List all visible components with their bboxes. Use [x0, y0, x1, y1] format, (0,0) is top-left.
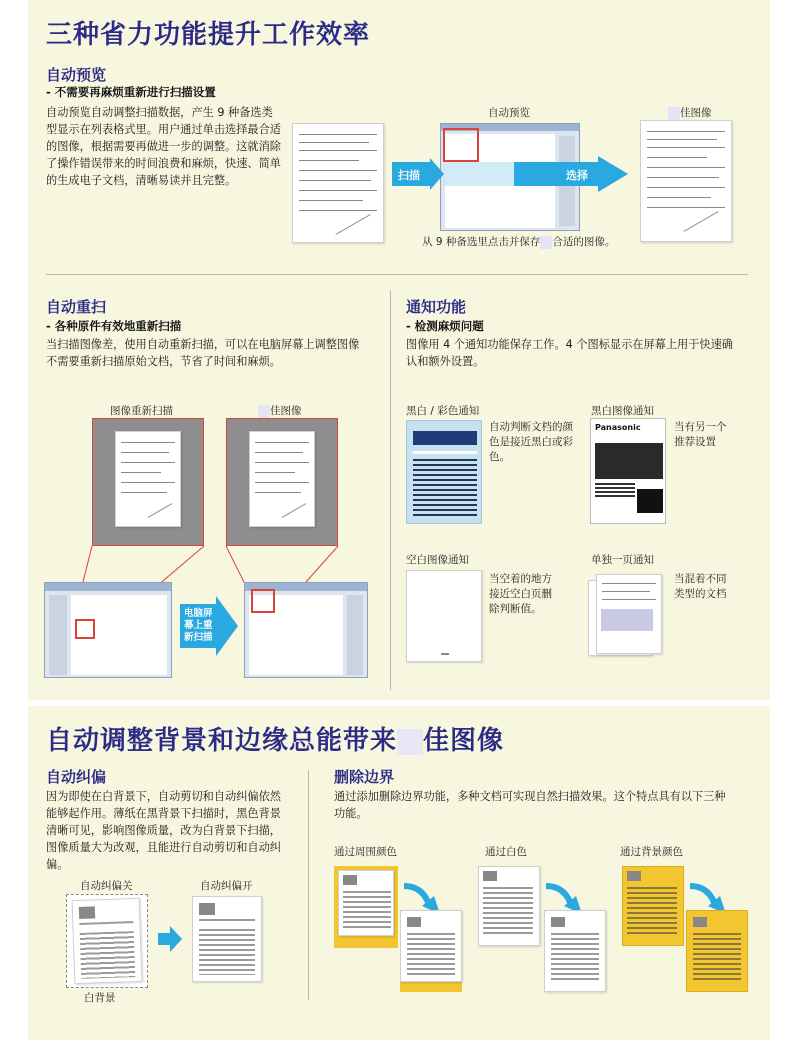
deskewed-document — [192, 896, 262, 982]
notify-body: 图像用 4 个通知功能保存工作。4 个图标显示在屏幕上用于快速确认和额外设置。 — [406, 338, 733, 368]
notify-item-single-desc: 当混着不同类型的文档 — [674, 573, 727, 600]
best-image-label: 佳图像 — [668, 105, 712, 120]
best-document — [640, 120, 732, 242]
column-divider — [390, 290, 391, 690]
deskew-on-label: 自动纠偏开 — [200, 880, 253, 892]
notify-item-blank-label: 空白图像通知 — [406, 554, 469, 566]
rescan-best-label: 佳图像 — [258, 403, 302, 418]
white-bg-label: 白背景 — [84, 992, 116, 1004]
doc-bg-color-after — [686, 910, 748, 992]
select-label: 选择 — [566, 169, 588, 182]
doc-yellow-border-after — [400, 910, 462, 992]
deskew-off-label: 自动纠偏关 — [80, 880, 133, 892]
rescan-subheading: - 各种原件有效地重新扫描 — [46, 319, 182, 333]
bottom-column-divider — [308, 770, 309, 1000]
blank-document-thumb — [406, 570, 482, 662]
preview-label: 自动预览 — [488, 107, 530, 119]
notify-item-color-label: 黑白 / 彩色通知 — [406, 405, 480, 417]
deskew-body: 因为即使在白背景下，自动剪切和自动纠偏依然能够起作用。薄纸在黑背景下扫描时，黑色背景清晰可见，影响图像质量，改为白背景下扫描，图像质量大为改观，且能进行自动剪切和自动纠偏。 — [46, 790, 281, 871]
preview-subheading: - 不需要再麻烦重新进行扫描设置 — [46, 85, 216, 99]
doc-white-before — [478, 866, 540, 946]
preview-caption: 从 9 种备选里点击并保存 合适的图像。 — [422, 236, 616, 248]
page-title: 三种省力功能提升工作效率 — [46, 20, 371, 50]
white-background-area — [66, 894, 148, 988]
rescan-body: 当扫描图像差，使用自动重新扫描，可以在电脑屏幕上调整图像不需要重新扫描原始文档，节省了时间和麻烦。 — [46, 338, 360, 368]
scan-select-arrow — [392, 156, 632, 196]
border-label-white: 通过白色 — [485, 846, 527, 858]
doc-yellow-border-before — [334, 866, 398, 948]
preview-body: 自动预览自动调整扫描数据，产生 9 种备选类型显示在列表格式里。用户通过单击选择最合适的图像，根据需要再做进一步的调整。这就消除了操作错误带来的时间浪费和麻烦，快速、简单的生成电子文档，清晰易读并且完整。 — [46, 106, 281, 187]
mixed-doc-front — [596, 574, 662, 654]
deskew-heading: 自动纠偏 — [46, 768, 107, 786]
preview-heading: 自动预览 — [46, 66, 107, 84]
notify-heading: 通知功能 — [406, 298, 467, 316]
rescan-window-before — [44, 582, 172, 678]
rescan-label: 图像重新扫描 — [110, 405, 173, 417]
section-gap — [28, 700, 770, 706]
notify-item-bw-desc: 当有另一个推荐设置 — [674, 421, 727, 448]
border-body: 通过添加删除边界功能，多种文档可实现自然扫描效果。这个特点具有以下三种功能。 — [334, 790, 726, 820]
notify-subheading: - 检测麻烦问题 — [406, 319, 484, 333]
deskew-arrow — [158, 926, 182, 952]
border-label-background: 通过背景颜色 — [620, 846, 683, 858]
rescan-window-after — [244, 582, 368, 678]
highlight-box — [668, 107, 680, 120]
notify-item-bw-label: 黑白图像通知 — [591, 405, 654, 417]
doc-white-after — [544, 910, 606, 992]
rescan-arrow-label: 电脑屏幕上重新扫描 — [184, 608, 213, 643]
bottom-title: 自动调整背景和边缘总能带来 佳图像 — [46, 726, 505, 756]
notify-item-color-desc: 自动判断文档的颜色是接近黑白或彩色。 — [489, 421, 573, 463]
rescan-heading: 自动重扫 — [46, 298, 107, 316]
scanned-document — [292, 123, 384, 243]
border-heading: 删除边界 — [334, 768, 395, 786]
color-document-thumb — [406, 420, 482, 524]
doc-bg-color-before — [622, 866, 684, 946]
border-label-surrounding: 通过周围颜色 — [334, 846, 397, 858]
notify-item-blank-desc: 当空着的地方接近空白页删除判断值。 — [489, 573, 552, 615]
section-divider — [46, 274, 748, 275]
bw-document-thumb: Panasonic — [590, 418, 666, 524]
scan-label: 扫描 — [398, 169, 420, 182]
notify-item-single-label: 单独一页通知 — [591, 554, 654, 566]
